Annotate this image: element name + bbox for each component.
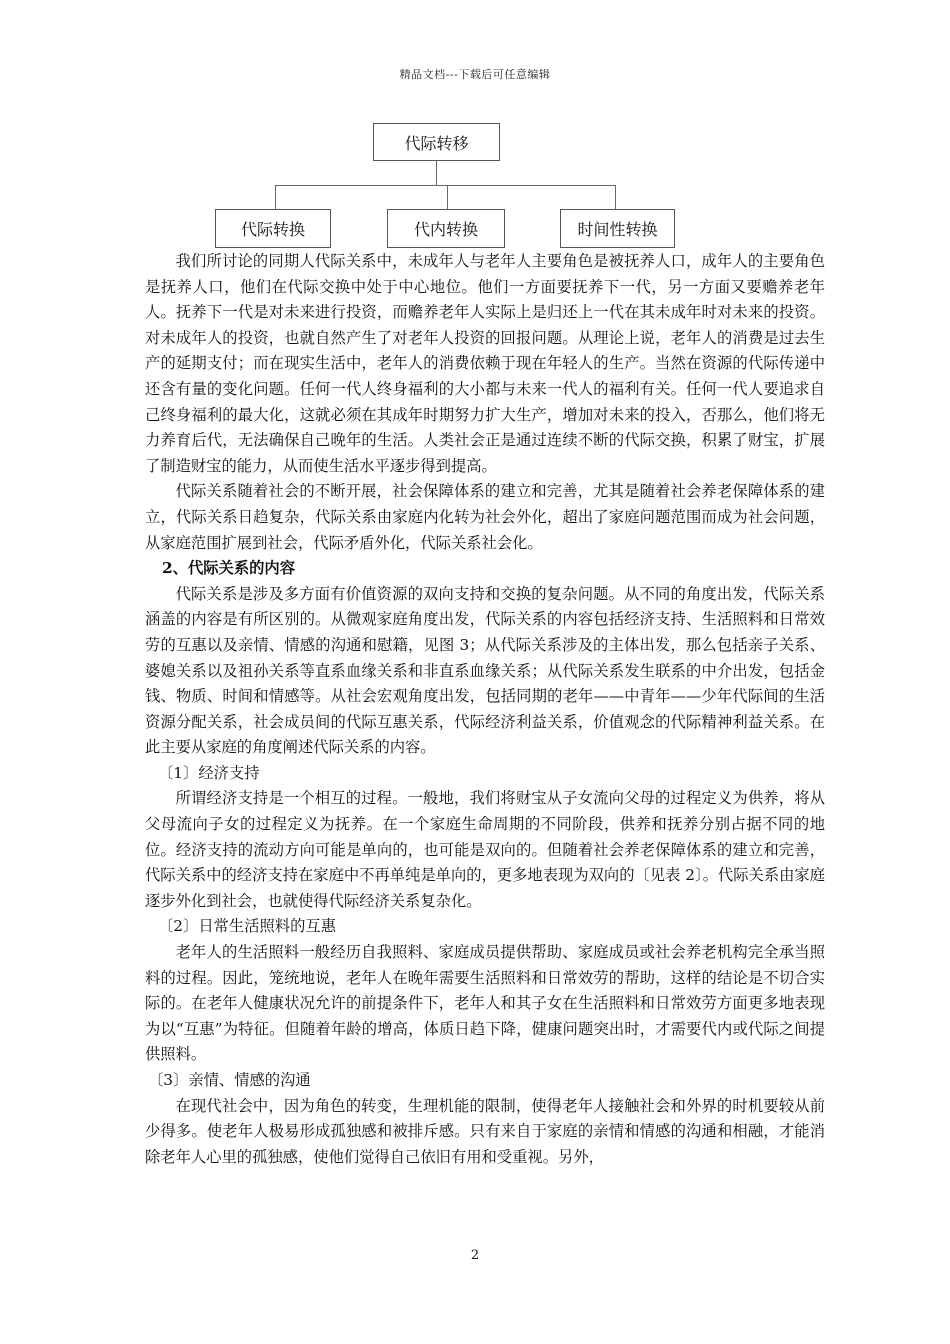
section-heading: 2、代际关系的内容 <box>162 559 296 578</box>
body-text <box>145 249 825 1170</box>
subheading-1: 〔1〕经济支持 <box>158 763 260 782</box>
diagram-child-label-3: 时间性转换 <box>577 220 658 239</box>
connector-vertical-root <box>436 161 437 185</box>
diagram-child-label-1: 代际转换 <box>240 220 305 239</box>
diagram-child-box-3 <box>560 209 675 248</box>
page-number: 2 <box>470 1248 480 1263</box>
paragraph-2: 代际关系随着社会的不断开展，社会保障体系的建立和完善，尤其是随着社会养老保障体系的建立，代际关系日趋复杂，代际关系由家庭内化转为社会外化，超出了家庭问题范围而成为社会问题，从家庭范围扩展到社会，代际矛盾外化，代际关系社会化。 <box>145 482 825 552</box>
paragraph-6: 在现代社会中，因为角色的转变，生理机能的限制，使得老年人接触社会和外界的时机要较从前少得多。使老年人极易形成孤独感和被排斥感。只有来自于家庭的亲情和情感的沟通和相融，才能消除老年人心里的孤独感，使他们觉得自己依旧有用和受重视。另外， <box>145 1096 825 1166</box>
paragraph-1: 我们所讨论的同期人代际关系中，未成年人与老年人主要角色是被抚养人口，成年人的主要角色是抚养人口，他们在代际交换中处于中心地位。他们一方面要抚养下一代，另一方面又要赡养老年人。抚养下一代是对未来进行投资，而赡养老年人实际上是归还上一代在其未成年时对未来的投资。对未成年人的投资，也就自然产生了对老年人投资的回报问题。从理论上说，老年人的消费是过去生产的延期支付；而在现实生活中，老年人的消费依赖于现在年轻人的生产。当然在资源的代际传递中还含有量的变化问题。任何一代人终身福利的大小都与未来一代人的福利有关。任何一代人要追求自己终身福利的最大化，这就必须在其成年时期努力扩大生产，增加对未来的投入，否那么，他们将无力养育后代，无法确保自己晚年的生活。人类社会正是通过连续不断的代际交换，积累了财宝，扩展了制造财宝的能力，从而使生活水平逐步得到提高。 <box>145 252 825 475</box>
paragraph-5: 老年人的生活照料一般经历自我照料、家庭成员提供帮助、家庭成员或社会养老机构完全承当照料的过程。因此，笼统地说，老年人在晚年需要生活照料和日常效劳的帮助，这样的结论是不切合实际的。在老年人健康状况允许的前提条件下，老年人和其子女在生活照料和日常效劳方面更多地表现为以“互惠”为特征。但随着年龄的增高，体质日趋下降，健康问题突出时，才需要代内或代际之间提供照料。 <box>145 943 825 1064</box>
paragraph-4: 所谓经济支持是一个相互的过程。一般地，我们将财宝从子女流向父母的过程定义为供养，将从父母流向子女的过程定义为抚养。在一个家庭生命周期的不同阶段，供养和抚养分别占据不同的地位。经济支持的流动方向可能是单向的，也可能是双向的。但随着社会养老保障体系的建立和完善，代际关系中的经济支持在家庭中不再单纯是单向的，更多地表现为双向的〔见表 2〕。代际关系由家庭逐步外化到社会，也就使得代际经济关系复杂化。 <box>145 789 826 910</box>
diagram-root-box <box>373 123 500 161</box>
diagram-child-box-1 <box>215 209 331 248</box>
subheading-2: 〔2〕日常生活照料的互惠 <box>158 917 336 936</box>
page-header: 精品文档---下载后可任意编辑 <box>399 68 551 81</box>
connector-vertical-right <box>615 185 616 209</box>
connector-vertical-middle <box>447 185 448 209</box>
diagram-child-label-2: 代内转换 <box>413 220 478 239</box>
connector-vertical-left <box>275 185 276 209</box>
connector-horizontal <box>275 185 616 186</box>
diagram-child-box-2 <box>387 209 505 248</box>
subheading-3: 〔3〕亲情、情感的沟通 <box>148 1071 311 1089</box>
diagram-root-label: 代际转移 <box>404 133 469 153</box>
paragraph-3: 代际关系是涉及多方面有价值资源的双向支持和交换的复杂问题。从不同的角度出发，代际关系涵盖的内容是有所区别的。从微观家庭角度出发，代际关系的内容包括经济支持、生活照料和日常效劳的互惠以及亲情、情感的沟通和慰籍，见图 3；从代际关系涉及的主体出发，那么包括亲子关系、婆媳关系以及祖孙关系等直系血缘关系和非直系血缘关系；从代际关系发生联系的中介出发，包括金钱、物质、时间和情感等。从社会宏观角度出发，包括同期的老年——中青年——少年代际间的生活资源分配关系，社会成员间的代际互惠关系，代际经济利益关系，价值观念的代际精神利益关系。在此主要从家庭的角度阐述代际关系的内容。 <box>145 584 825 757</box>
